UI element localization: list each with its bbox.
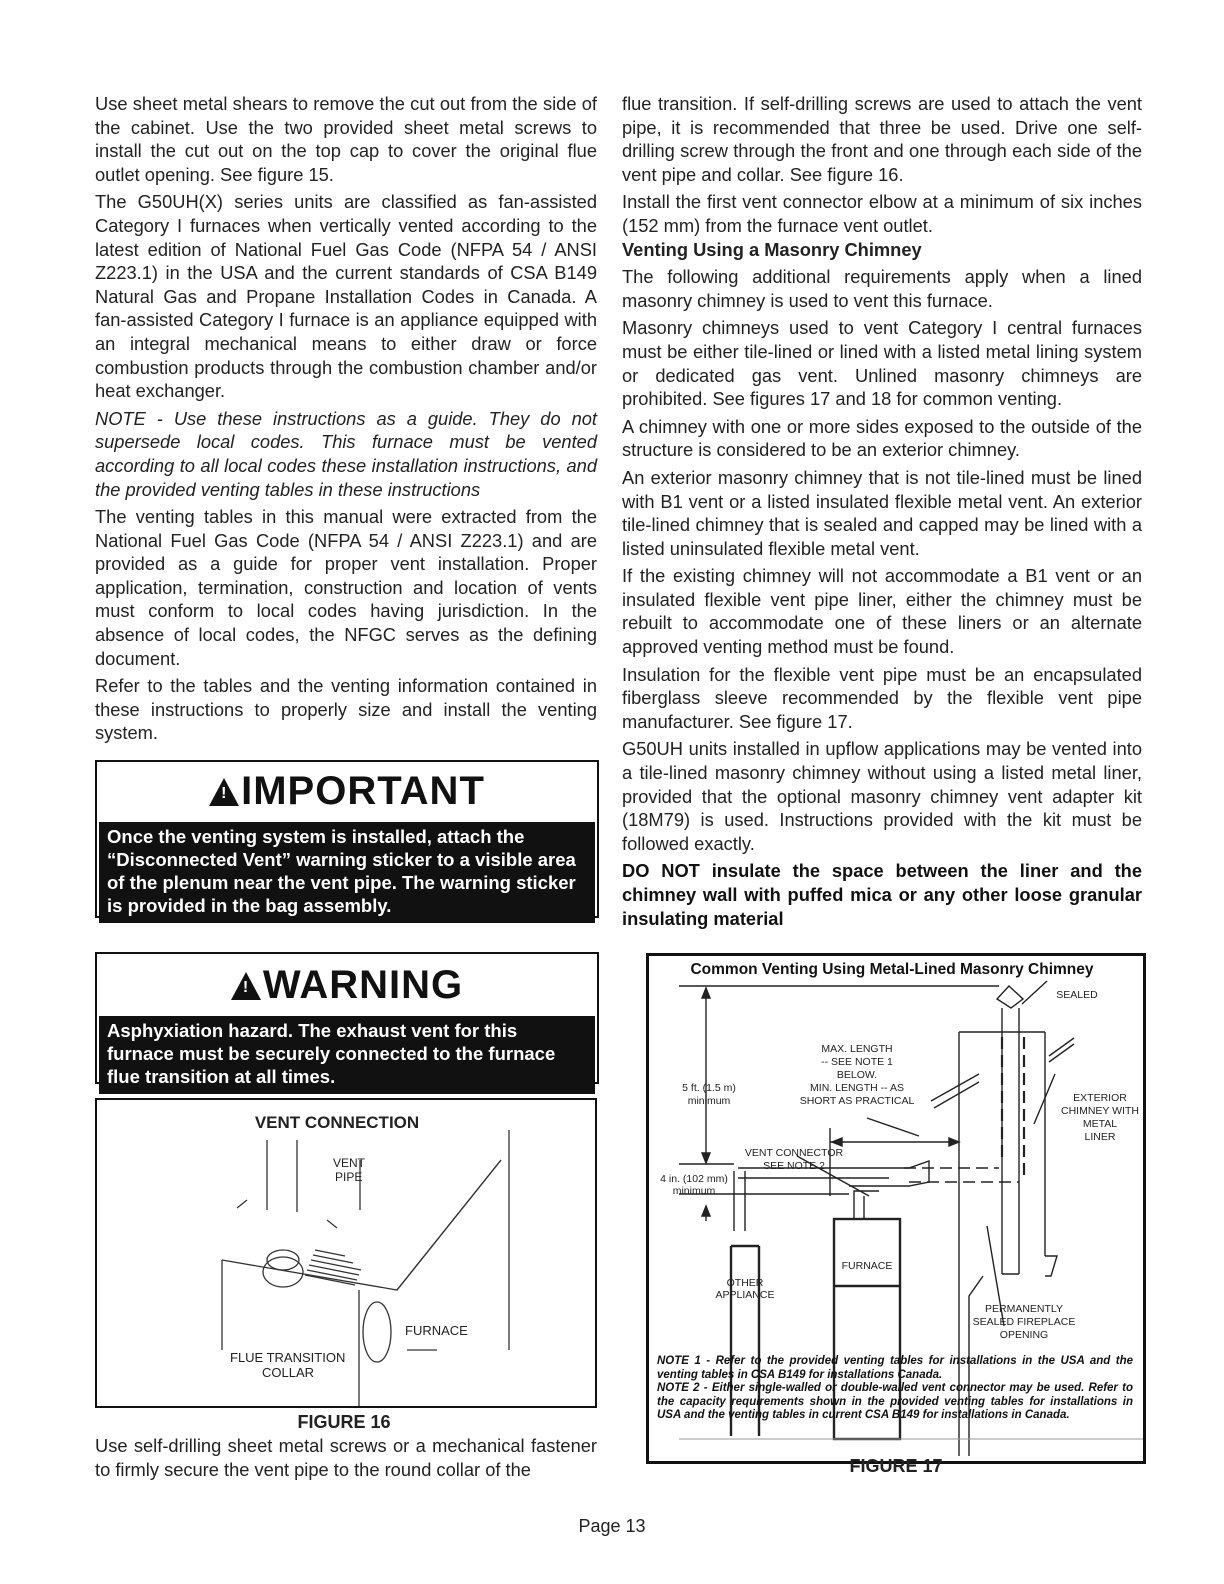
important-title: IMPORTANT bbox=[241, 769, 485, 813]
fireplace-label: PERMANENTLY bbox=[985, 1303, 1063, 1315]
furnace-label: FURNACE bbox=[841, 1260, 893, 1272]
left-column-text bbox=[95, 92, 597, 749]
furnace-label: FURNACE bbox=[405, 1323, 468, 1338]
warning-triangle-icon bbox=[209, 778, 239, 806]
important-body: Once the venting system is installed, attach the “Disconnected Vent” warning sticker to a visible area of the plenum near the vent pipe. The warning sticker is provided in the bag assembly. bbox=[99, 822, 595, 923]
warning-body: Asphyxiation hazard. The exhaust vent for this furnace must be securely connected to the furnace flue transition at all times. bbox=[99, 1016, 595, 1094]
sealed-label: SEALED bbox=[1056, 989, 1098, 1001]
paragraph: A chimney with one or more sides exposed to the outside of the structure is considered to be an exterior chimney. bbox=[622, 415, 1142, 461]
figure-16-caption: FIGURE 16 bbox=[297, 1412, 391, 1432]
exterior-chimney-label: LINER bbox=[1084, 1131, 1116, 1143]
page-number: Page 13 bbox=[578, 1516, 646, 1536]
collar-label: COLLAR bbox=[262, 1365, 315, 1380]
exterior-chimney-label: CHIMNEY WITH bbox=[1061, 1105, 1139, 1117]
vent-label: VENT bbox=[333, 1156, 366, 1170]
warning-callout bbox=[95, 952, 599, 1087]
insulation-warning: DO NOT insulate the space between the liner and the chimney wall with puffed mica or any other loose granular insulating material bbox=[622, 860, 1142, 929]
vent-connection-diagram bbox=[97, 1100, 595, 1406]
note-1: NOTE 1 - Refer to the provided venting tables for installations in the USA and the venting tables in CSA B149 for installations Canada. bbox=[657, 1355, 1133, 1381]
paragraph: G50UH units installed in upflow applications may be vented into a tile-lined masonry chimney without using a listed metal liner, provided that the optional masonry chimney vent adapter kit (18M79) is used. Instructions provided with the kit must be followed exactly. bbox=[622, 738, 1142, 854]
max-length-label: BELOW. bbox=[836, 1069, 878, 1081]
flue-transition-label: FLUE TRANSITION bbox=[230, 1350, 346, 1365]
note-2: NOTE 2 - Either single-walled or double-walled vent connector may be used. Refer to the capacity requirements shown in the provided venting tables for installations in USA and the venting tables in current CSA B149 for installations in Canada. bbox=[657, 1382, 1133, 1421]
figure-17 bbox=[646, 953, 1146, 1464]
fireplace-label: SEALED FIREPLACE bbox=[972, 1316, 1076, 1328]
other-appliance-label: OTHER bbox=[726, 1277, 764, 1289]
paragraph: flue transition. If self-drilling screws are used to attach the vent pipe, it is recommended that three be used. Drive one self-drilling screw through the front and one through each side of the vent pipe and collar. See figure 16. bbox=[622, 93, 1142, 185]
pipe-label: PIPE bbox=[335, 1170, 363, 1184]
five-ft-label: minimum bbox=[687, 1095, 731, 1107]
other-appliance-label: APPLIANCE bbox=[715, 1289, 775, 1301]
warning-title: WARNING bbox=[262, 963, 464, 1007]
five-ft-label: 5 ft. (1.5 m) bbox=[682, 1082, 736, 1094]
figure-16 bbox=[95, 1098, 597, 1408]
vent-connector-label: SEE NOTE 2 bbox=[763, 1160, 825, 1172]
paragraph: Install the first vent connector elbow at a minimum of six inches (152 mm) from the furnace vent outlet. bbox=[622, 191, 1142, 236]
figure-17-caption: FIGURE 17 bbox=[849, 1456, 943, 1476]
exterior-chimney-label: EXTERIOR bbox=[1073, 1092, 1127, 1104]
fireplace-label: OPENING bbox=[999, 1329, 1049, 1341]
paragraph: Use sheet metal shears to remove the cut out from the side of the cabinet. Use the two provided sheet metal screws to install the cut out on the top cap to cover the original flue outlet opening. See figure 15. bbox=[95, 93, 597, 185]
paragraph: The following additional requirements apply when a lined masonry chimney is used to vent this furnace. bbox=[622, 266, 1142, 311]
important-callout bbox=[95, 760, 599, 918]
min-length-label: MIN. LENGTH -- AS bbox=[810, 1082, 904, 1094]
exterior-chimney-label: METAL bbox=[1082, 1118, 1118, 1130]
left-column-continuation: Use self-drilling sheet metal screws or a mechanical fastener to firmly secure the vent pipe to the round collar of the bbox=[95, 1435, 597, 1480]
warning-triangle-icon bbox=[231, 972, 261, 1000]
four-in-label: minimum bbox=[672, 1185, 716, 1197]
max-length-label: -- SEE NOTE 1 bbox=[821, 1056, 893, 1068]
figure-16-title: VENT CONNECTION bbox=[254, 1113, 420, 1132]
section-heading: Venting Using a Masonry Chimney bbox=[622, 238, 922, 260]
paragraph: Insulation for the flexible vent pipe must be an encapsulated fiberglass sleeve recommended by the flexible vent pipe manufacturer. See figure 17. bbox=[622, 663, 1142, 732]
max-length-label: MAX. LENGTH bbox=[821, 1043, 893, 1055]
min-length-label: SHORT AS PRACTICAL bbox=[799, 1095, 915, 1107]
figure-17-notes bbox=[657, 1355, 1133, 1423]
paragraph: An exterior masonry chimney that is not tile-lined must be lined with B1 vent or a listed insulated flexible metal vent. An exterior tile-lined chimney that is sealed and capped may be lined with a listed uninsulated flexible metal vent. bbox=[622, 466, 1142, 559]
paragraph: Masonry chimneys used to vent Category I central furnaces must be either tile-lined or lined with a listed metal lining system or dedicated gas vent. Unlined masonry chimneys are prohibited. See figures 17 and 18 for common venting. bbox=[622, 317, 1142, 410]
paragraph: The G50UH(X) series units are classified as fan-assisted Category I furnaces when vertically vented according to the latest edition of National Fuel Gas Code (NFPA 54 / ANSI Z223.1) in the USA and the current standards of CSA B149 Natural Gas and Propane Installation Codes in Canada. A fan-assisted Category I furnace is an appliance equipped with an integral mechanical means to either draw or force combustion products through the combustion chamber and/or heat exchanger. bbox=[95, 191, 597, 402]
paragraph: The venting tables in this manual were extracted from the National Fuel Gas Code (NFPA 54 / ANSI Z223.1) and are provided as a guide for proper vent installation. Proper application, termination, construction and location of vents must conform to local codes having jurisdiction. In the absence of local codes, the NFGC serves as the defining document. bbox=[95, 506, 597, 669]
paragraph: Refer to the tables and the venting information contained in these instructions to properly size and install the venting system. bbox=[95, 675, 597, 744]
paragraph: If the existing chimney will not accommodate a B1 vent or an insulated flexible vent pipe liner, either the chimney must be rebuilt to accommodate one of these liners or an alternate approved venting method must be found. bbox=[622, 565, 1142, 658]
four-in-label: 4 in. (102 mm) bbox=[660, 1173, 728, 1185]
right-column-text bbox=[622, 92, 1142, 934]
note-paragraph: NOTE - Use these instructions as a guide. They do not supersede local codes. This furnace must be vented according to all local codes these installation instructions, and the provided venting tables in these instructions bbox=[95, 407, 597, 500]
figure-17-title: Common Venting Using Metal-Lined Masonry Chimney bbox=[690, 961, 1094, 978]
vent-connector-label: VENT CONNECTOR bbox=[744, 1147, 844, 1159]
